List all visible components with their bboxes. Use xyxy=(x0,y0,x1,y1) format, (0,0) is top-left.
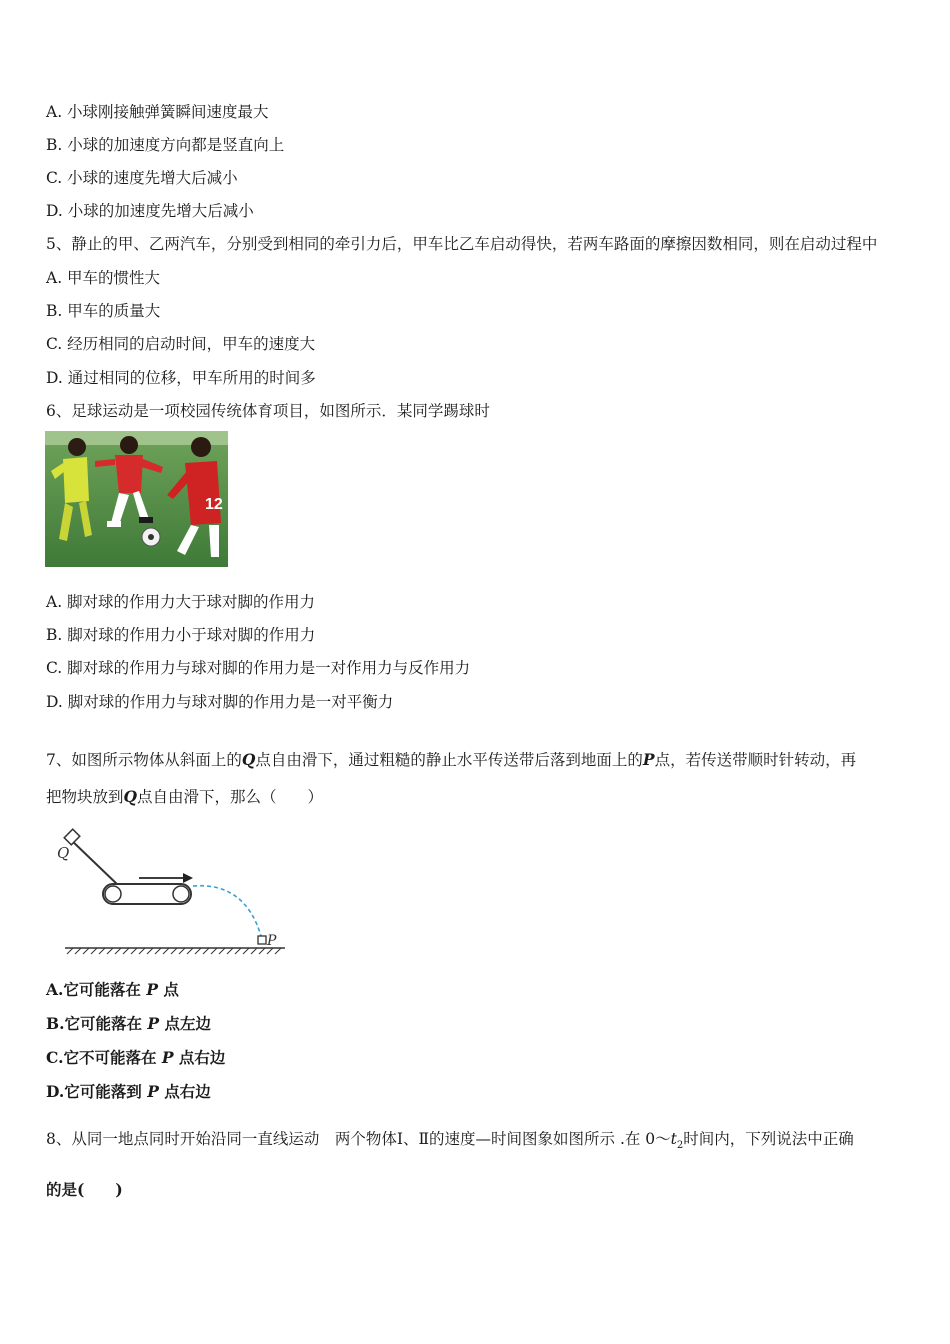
block-p xyxy=(258,936,266,944)
q4-option-a: A. 小球刚接触弹簧瞬间速度最大 xyxy=(46,103,269,121)
q7-stem-line2: 把物块放到Q点自由滑下，那么（ ） xyxy=(46,787,324,806)
q5-option-d: D. 通过相同的位移，甲车所用的时间多 xyxy=(46,369,316,387)
q5-option-b: B. 甲车的质量大 xyxy=(46,302,161,320)
block-q xyxy=(64,829,80,845)
soccer-photo xyxy=(45,431,228,567)
conveyor-diagram xyxy=(55,828,287,960)
q7-stem-line1: 7、如图所示物体从斜面上的Q点自由滑下，通过粗糙的静止水平传送带后落到地面上的P点，若传送带顺时针转动，再 xyxy=(46,750,857,769)
q8-stem-line2: 的是( ) xyxy=(46,1180,123,1199)
label-q: Q xyxy=(57,844,70,862)
q4-option-b: B. 小球的加速度方向都是竖直向上 xyxy=(46,136,285,154)
q6-option-c: C. 脚对球的作用力与球对脚的作用力是一对作用力与反作用力 xyxy=(46,659,471,677)
q5-stem: 5、静止的甲、乙两汽车，分别受到相同的牵引力后，甲车比乙车启动得快，若两车路面的摩擦因数相同，则在启动过程中 xyxy=(46,235,878,253)
q6-option-d: D. 脚对球的作用力与球对脚的作用力是一对平衡力 xyxy=(46,693,394,711)
q6-stem: 6、足球运动是一项校园传统体育项目，如图所示．某同学踢球时 xyxy=(46,402,490,420)
q6-option-b: B. 脚对球的作用力小于球对脚的作用力 xyxy=(46,626,316,644)
q5-option-a: A. 甲车的惯性大 xyxy=(46,269,161,287)
jersey-number: 12 xyxy=(205,496,223,513)
q7-option-a: A.它可能落在 P 点 xyxy=(46,980,179,999)
q7-option-d: D.它可能落到 P 点右边 xyxy=(46,1082,211,1101)
q4-option-c: C. 小球的速度先增大后减小 xyxy=(46,169,238,187)
q6-option-a: A. 脚对球的作用力大于球对脚的作用力 xyxy=(46,593,316,611)
q7-option-b: B.它可能落在 P 点左边 xyxy=(46,1014,211,1033)
q5-option-c: C. 经历相同的启动时间，甲车的速度大 xyxy=(46,335,316,353)
label-p: P xyxy=(267,933,277,949)
q7-option-c: C.它不可能落在 P 点右边 xyxy=(46,1048,226,1067)
trajectory-path xyxy=(193,886,261,936)
q4-option-d: D. 小球的加速度先增大后减小 xyxy=(46,202,254,220)
q8-stem-line1: 8、从同一地点同时开始沿同一直线运动 两个物体Ⅰ、Ⅱ的速度—时间图象如图所示 .在 $0\sim t_2$时间内，下列说法中正确 xyxy=(46,1130,854,1152)
